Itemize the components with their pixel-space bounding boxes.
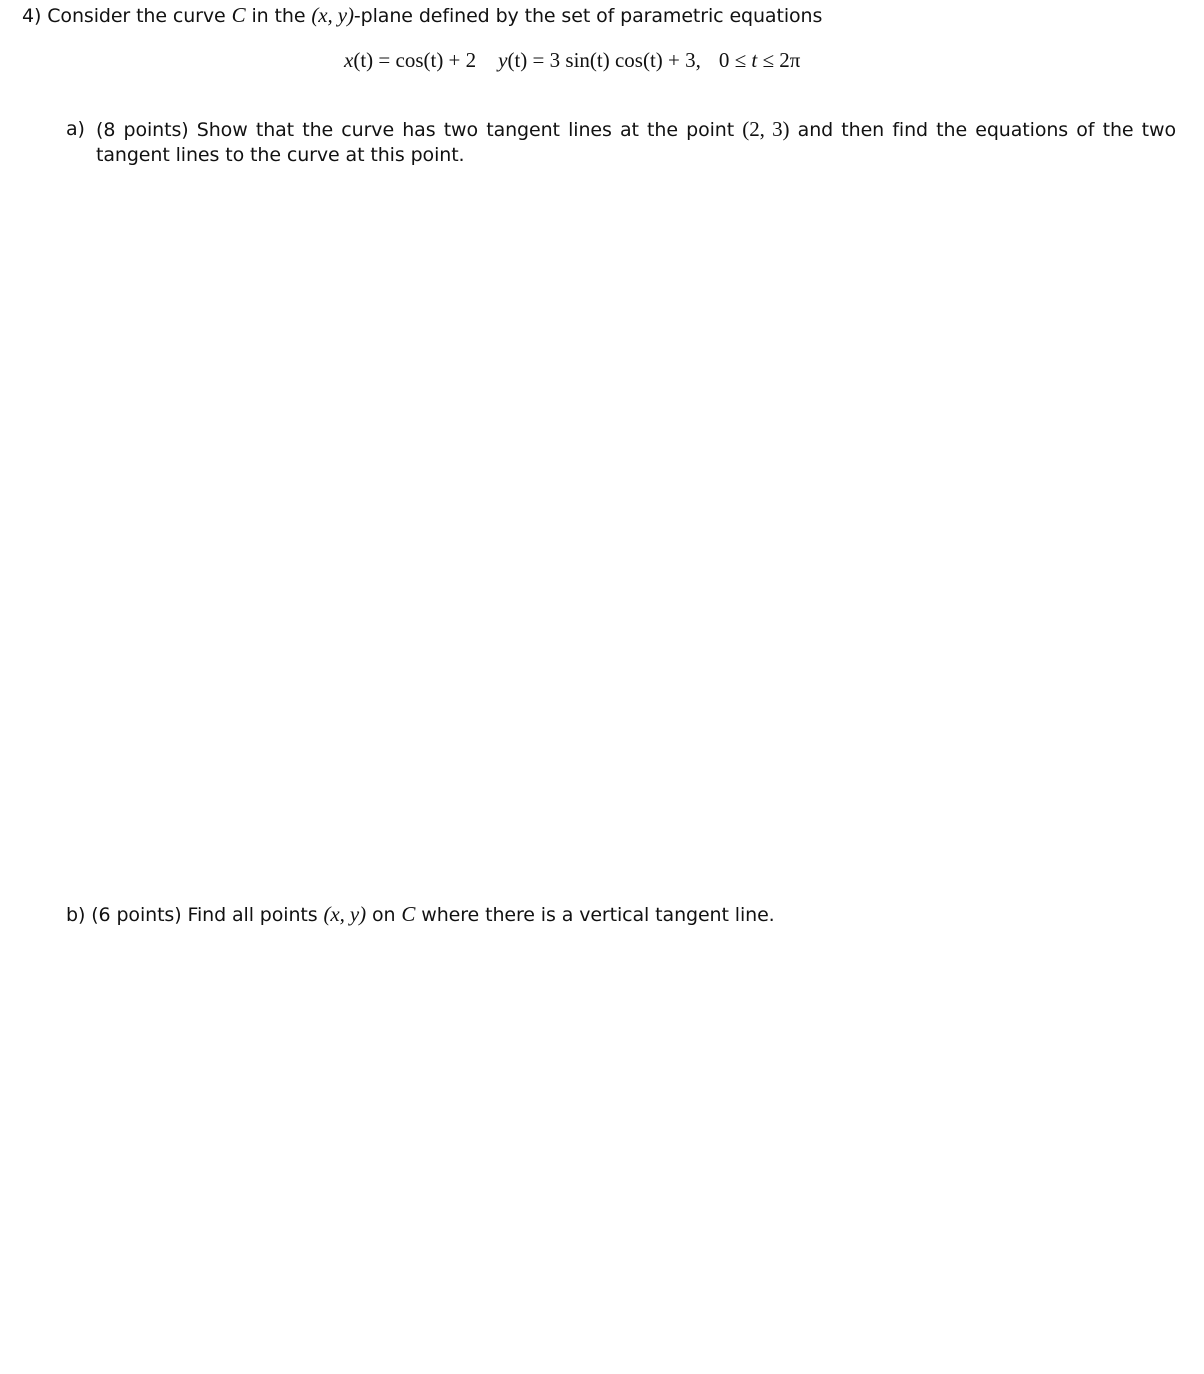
part-a-text-before: Show that the curve has two tangent lines at the point	[196, 119, 735, 141]
x-equation: x(t) = cos(t) + 2	[344, 48, 477, 72]
plane-symbol: (x, y)	[311, 3, 354, 27]
part-a-point: (2, 3)	[742, 117, 790, 141]
parameter-range: 0 ≤ t ≤ 2π	[718, 48, 801, 72]
part-b-text-on: on	[372, 904, 396, 926]
part-a-text-after: and then find the equations of the two tangent lines to the curve at this point.	[96, 119, 1176, 166]
parametric-equations	[344, 48, 800, 73]
question-intro-after: -plane defined by the set of parametric equations	[353, 5, 823, 27]
part-a-body	[96, 117, 1176, 168]
part-a-label: a)	[66, 118, 85, 140]
question-number: 4)	[22, 5, 42, 27]
part-b-text-before: Find all points	[187, 904, 318, 926]
part-b-curve-symbol: C	[401, 902, 416, 926]
question-intro-text: Consider the curve	[47, 5, 226, 27]
part-b-point-symbol: (x, y)	[323, 902, 367, 926]
part-a-points: (8 points)	[96, 119, 189, 141]
part-b-points: (6 points)	[91, 904, 182, 926]
part-b-text-after: where there is a vertical tangent line.	[421, 904, 775, 926]
question-heading	[22, 3, 822, 28]
question-intro-in-the: in the	[251, 5, 306, 27]
y-equation: y(t) = 3 sin(t) cos(t) + 3,	[498, 48, 701, 72]
part-a	[66, 117, 1176, 168]
part-b-label: b)	[66, 904, 86, 926]
curve-symbol: C	[231, 3, 246, 27]
part-b	[66, 902, 775, 927]
